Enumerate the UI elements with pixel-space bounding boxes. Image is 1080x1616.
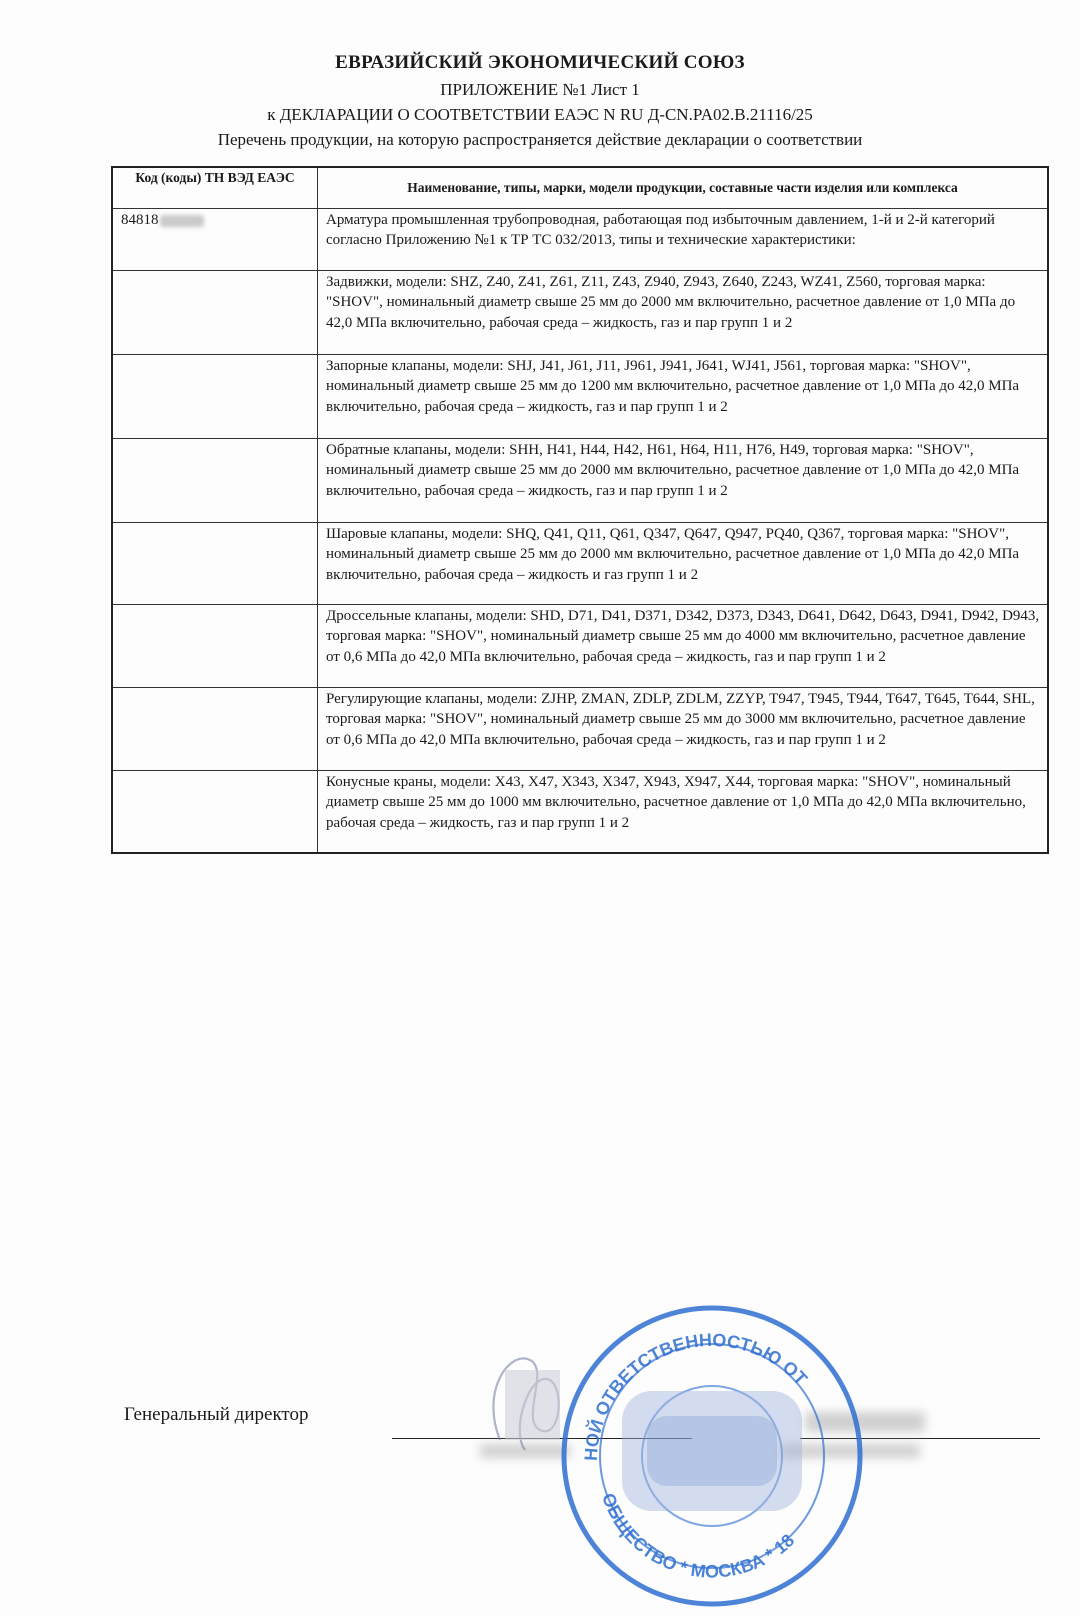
column-header-description: Наименование, типы, марки, модели продукции, составные части изделия или комплекса [318,167,1049,209]
row-description: Запорные клапаны, модели: SHJ, J41, J61, J11, J961, J941, J641, WJ41, J561, торговая марка: "SHOV", номинальный диаметр свыше 25 мм до 1200 мм включительно, расчетное давление от 1,0 МПа до 42,0 МПа включительно, рабочая среда – жидкость, газ и пар групп 1 и 2 [318,355,1049,439]
row-code-cell [112,355,318,439]
union-title: ЕВРАЗИЙСКИЙ ЭКОНОМИЧЕСКИЙ СОЮЗ [335,52,745,73]
product-list-caption: Перечень продукции, на которую распространяется действие декларации о соответствии [217,130,863,149]
redacted-code-digits [160,215,204,227]
table-row [112,605,1048,688]
row-description: Регулирующие клапаны, модели: ZJHP, ZMAN, ZDLP, ZDLM, ZZYP, T947, T945, T944, T647, T645, T644, SHL, торговая марка: "SHOV", номинальный диаметр свыше 25 мм до 3000 мм включительно, расчетное давление от 0,6 МПа до 42,0 МПа включительно, рабочая среда – жидкость, газ и пар групп 1 и 2 [318,688,1049,771]
signer-title: Генеральный директор [124,1404,309,1425]
row-description: Арматура промышленная трубопроводная, работающая под избыточным давлением, 1-й и 2-й категорий согласно Приложению №1 к ТР ТС 032/2013, типы и технические характеристики: [318,209,1049,271]
row-code-cell [112,209,318,271]
product-table [111,166,1049,854]
table-row [112,439,1048,523]
table-row [112,771,1048,853]
stamp-center-blur-2 [647,1416,777,1486]
table-row [112,271,1048,355]
stamp-bottom-text: ОБЩЕСТВО * МОСКВА * 18 [598,1490,799,1582]
row-code-cell [112,523,318,605]
row-description: Задвижки, модели: SHZ, Z40, Z41, Z61, Z11, Z43, Z940, Z943, Z640, Z243, WZ41, Z560, торговая марка: "SHOV", номинальный диаметр свыше 25 мм до 2000 мм включительно, расчетное давление от 1,0 МПа до 42,0 МПа включительно, рабочая среда – жидкость, газ и пар групп 1 и 2 [318,271,1049,355]
row-description: Дроссельные клапаны, модели: SHD, D71, D41, D371, D342, D373, D343, D641, D642, D643, D941, D942, D943, торговая марка: "SHOV", номинальный диаметр свыше 25 мм до 4000 мм включительно, расчетное давление от 0,6 МПа до 42,0 МПа включительно, рабочая среда – жидкость, газ и пар групп 1 и 2 [318,605,1049,688]
row-code-cell [112,771,318,853]
column-header-code: Код (коды) ТН ВЭД ЕАЭС [112,167,318,209]
stamp-top-text: НОЙ ОТВЕТСТВЕННОСТЬЮ ОТ [580,1329,812,1462]
table-row [112,209,1048,271]
row-code-cell [112,271,318,355]
company-stamp [552,1296,872,1616]
row-description: Обратные клапаны, модели: SHH, H41, H44, H42, H61, H64, H11, H76, H49, торговая марка: "SHOV", номинальный диаметр свыше 25 мм до 2000 мм включительно, расчетное давление от 1,0 МПа до 42,0 МПа включительно, рабочая среда – жидкость, газ и пар групп 1 и 2 [318,439,1049,523]
row-description: Шаровые клапаны, модели: SHQ, Q41, Q11, Q61, Q347, Q647, Q947, PQ40, Q367, торговая марка: "SHOV", номинальный диаметр свыше 25 мм до 2000 мм включительно, расчетное давление от 1,0 МПа до 42,0 МПа включительно, рабочая среда – жидкость и газ групп 1 и 2 [318,523,1049,605]
row-code-cell [112,688,318,771]
appendix-title: ПРИЛОЖЕНИЕ №1 Лист 1 [440,80,640,99]
tnved-code: 84818 [121,212,159,228]
row-code-cell [112,439,318,523]
table-row [112,355,1048,439]
table-row [112,688,1048,771]
row-code-cell [112,605,318,688]
table-header-row [112,167,1048,209]
table-row [112,523,1048,605]
row-description: Конусные краны, модели: X43, X47, X343, X347, X943, X947, X44, торговая марка: "SHOV", номинальный диаметр свыше 25 мм до 1000 мм включительно, расчетное давление от 1,0 МПа до 42,0 МПа включительно, рабочая среда – жидкость, газ и пар групп 1 и 2 [318,771,1049,853]
declaration-number: к ДЕКЛАРАЦИИ О СООТВЕТСТВИИ ЕАЭС N RU Д-CN.PA02.B.21116/25 [267,105,813,124]
